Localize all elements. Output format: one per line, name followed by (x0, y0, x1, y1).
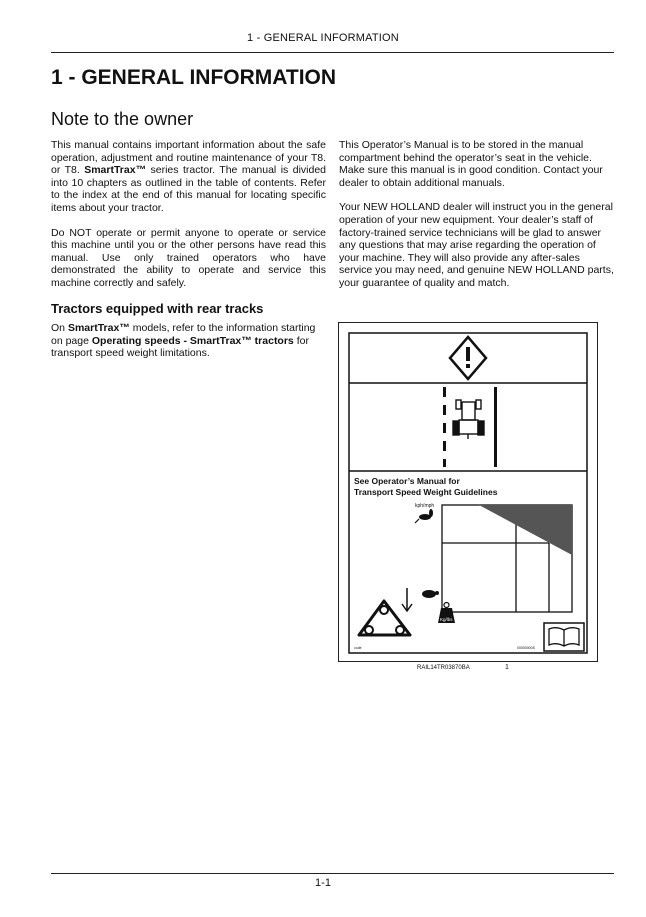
intro-bold-smarttrax: SmartTrax™ (84, 164, 147, 177)
running-header: 1 - GENERAL INFORMATION (247, 32, 399, 44)
dealer-paragraph: Your NEW HOLLAND dealer will instruct you in the general operation of your new equipment. Your dealer’s staff of factory-trained service technicians will be glad to answer any questions that may arise regarding the operation of your machine. They will also provide any after-sales service you may need, and genuine NEW HOLLAND parts, your guarantee of quality and match. (339, 201, 614, 289)
speed-unit-label: kph/mph (415, 503, 435, 509)
storage-paragraph: This Operator’s Manual is to be stored in the manual compartment behind the operator’s seat in the vehicle. Make sure this manual is in good condition. Contact your dealer to obtain additional manuals. (339, 139, 603, 189)
subsection-title: Tractors equipped with rear tracks (51, 301, 264, 316)
tracks-bold-smarttrax: SmartTrax™ (67, 322, 130, 334)
weight-unit-label: Kg/lbs (440, 617, 453, 622)
intro-paragraph (51, 139, 326, 215)
chapter-title: 1 - GENERAL INFORMATION (51, 66, 337, 89)
tracks-paragraph (51, 322, 326, 360)
decal-part-number: 00000000S (517, 646, 535, 650)
tracks-text-b: models, refer to the information starting on page (51, 322, 316, 347)
road-edge-line-icon (494, 387, 497, 467)
footer-rule (51, 873, 614, 874)
intro-text-b: series tractor. The manual is divided into 10 chapters as outlined in the table of contents. Refer to the index at the end of this manual for locating specific items about your tractor. (51, 164, 326, 214)
right-column (339, 139, 614, 302)
decal-code-label: code (354, 646, 362, 650)
tracks-page-reference: Operating speeds - SmartTrax™ tractors (91, 334, 294, 347)
section-title: Note to the owner (51, 109, 194, 129)
tracks-text-c: for transport speed weight limitations. (51, 334, 309, 360)
figure-frame (338, 322, 598, 662)
intro-text-a: This manual contains important information about the safe operation, adjustment and routine maintenance of your T8. or T8. (51, 139, 326, 177)
warning-paragraph: Do NOT operate or permit anyone to operate or service this machine until you or the other persons have read this manual. Use only trained operators who have demonstrated the ability to operate and service this machine correctly and safely. (51, 226, 326, 289)
tracks-text-a: On (51, 322, 68, 334)
header-rule (51, 52, 614, 53)
left-column (51, 139, 326, 302)
page-number: 1-1 (315, 877, 331, 889)
safety-decal-figure (339, 323, 597, 661)
figure-caption: RAIL14TR03870BA (417, 665, 470, 671)
decal-text-line1: See Operator’s Manual for (354, 476, 460, 486)
figure-number: 1 (505, 664, 509, 671)
decal-text-line2: Transport Speed Weight Guidelines (354, 487, 498, 497)
